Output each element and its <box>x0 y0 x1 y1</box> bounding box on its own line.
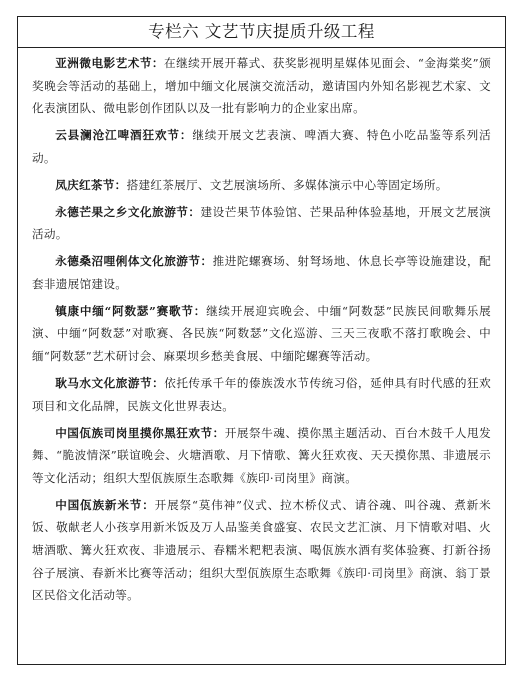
paragraph-8 <box>32 422 491 490</box>
paragraph-9 <box>32 494 491 607</box>
festival-description: 开展祭“莫伟神”仪式、拉木桥仪式、请谷魂、叫谷魂、煮新米饭、敬献老人小孩享用新米饭及万人品鉴美食盛宴、农民文艺汇演、月下情歌对唱、火塘酒歌、篝火狂欢夜、非遗展示、春糯米粑粑表演、喝佤族水酒有奖体验赛、打新谷扬谷子展演、春新米比赛等活动；组织大型佤族原生态歌舞《族印·司岗里》商演、翁丁景区民俗文化活动等。 <box>32 497 491 603</box>
paragraph-7 <box>32 372 491 417</box>
festival-description: 建设芒果节体验馆、芒果品种体验基地，开展文艺展演活动。 <box>32 204 491 242</box>
column-title: 专栏六 文艺节庆提质升级工程 <box>18 17 505 48</box>
paragraph-6 <box>32 300 491 368</box>
paragraph-3 <box>32 174 491 197</box>
festival-name: 永德桑沼哩俐体文化旅游节： <box>55 254 213 269</box>
paragraph-5 <box>32 250 491 295</box>
festival-name: 永德芒果之乡文化旅游节： <box>55 204 201 219</box>
festival-description: 依托传承千年的傣族泼水节传统习俗，延伸具有时代感的狂欢项目和文化品牌，民族文化世界表达。 <box>32 376 492 413</box>
festival-name: 耿马水文化旅游节： <box>55 376 165 391</box>
festival-name: 凤庆红茶节： <box>55 177 127 192</box>
festival-name: 中国佤族司岗里摸你黑狂欢节： <box>55 425 225 440</box>
festival-description: 推进陀螺赛场、射弩场地、休息长亭等设施建设，配套非遗展馆建设。 <box>32 254 491 291</box>
festival-description: 继续开展文艺表演、啤酒大赛、特色小吃品鉴等系列活动。 <box>32 128 491 165</box>
festival-name: 云县澜沧江啤酒狂欢节： <box>55 128 193 143</box>
festival-name: 亚洲微电影艺术节： <box>55 56 164 70</box>
festival-description: 搭建红茶展厅、文艺展演场所、多媒体演示中心等固定场所。 <box>126 177 448 192</box>
paragraph-2 <box>32 124 491 169</box>
festival-name: 中国佤族新米节： <box>55 497 155 512</box>
column-box <box>17 16 506 665</box>
festival-description: 继续开展迎宾晚会、中缅“阿数瑟”民族民间歌舞乐展演、中缅“阿数瑟”对歌赛、各民族“阿数瑟”文化巡游、三天三夜歌不落打歌晚会、中缅“阿数瑟”艺术研讨会、麻栗坝乡愁美食展、中缅陀螺赛等活动。 <box>32 303 491 364</box>
paragraph-1 <box>32 52 491 120</box>
festival-name: 镇康中缅“阿数瑟”赛歌节： <box>55 303 207 318</box>
paragraph-4 <box>32 201 491 246</box>
festival-description: 在继续开展开幕式、获奖影视明星媒体见面会、“金海棠奖”颁奖晚会等活动的基础上，增加中缅文化展演交流活动，邀请国内外知名影视艺术家、文化表演团队、微电影创作团队以及一批有影响力的企业家出席。 <box>32 56 491 116</box>
festival-description: 开展祭牛魂、摸你黑主题活动、百台木鼓千人甩发舞、“脆波情深”联谊晚会、火塘酒歌、月下情歌、篝火狂欢夜、天天摸你黑、非遗展示等文化活动；组织大型佤族原生态歌舞《族印·司岗里》商演。 <box>32 425 492 485</box>
column-content <box>18 48 505 607</box>
